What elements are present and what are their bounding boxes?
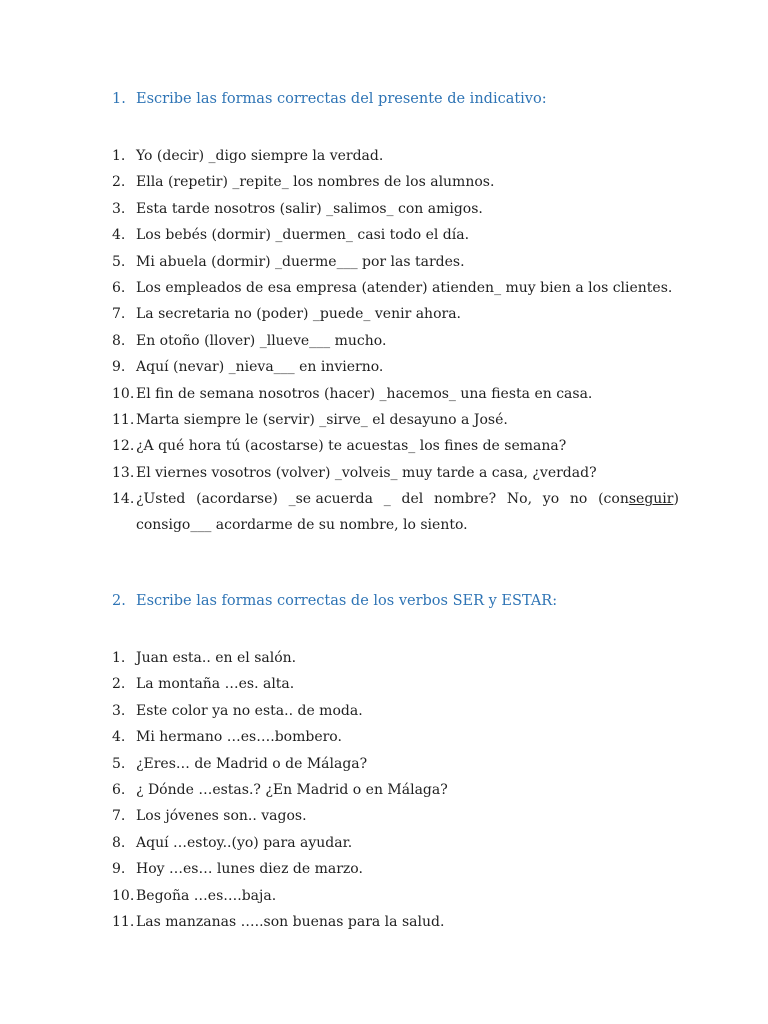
exercise-section-2	[0, 593, 768, 935]
item-text: Mi hermano …es….bombero.	[136, 729, 342, 746]
list-item	[0, 671, 768, 697]
item-text: En otoño (llover) _llueve___ mucho.	[136, 332, 387, 349]
list-item	[0, 751, 768, 777]
item-text: Este color ya no esta.. de moda.	[136, 702, 363, 719]
section-heading	[0, 593, 768, 615]
item-word: No,	[506, 491, 533, 508]
list-item	[0, 433, 768, 459]
exercise-section-1	[0, 91, 768, 539]
list-item	[0, 883, 768, 909]
item-number: 1.	[112, 650, 126, 666]
list-item	[0, 249, 768, 275]
list-item	[0, 698, 768, 724]
item-number: 11.	[112, 913, 135, 930]
item-text: Los bebés (dormir) _duermen_ casi todo el día.	[136, 227, 470, 244]
item-text: Aquí (nevar) _nieva___ en invierno.	[136, 359, 384, 376]
item-text: Yo (decir) _digo siempre la verdad.	[136, 148, 384, 164]
justified-line	[136, 486, 679, 512]
item-continuation: consigo___ acordarme de su nombre, lo siento.	[136, 517, 468, 534]
list-item	[0, 856, 768, 882]
item-text: Esta tarde nosotros (salir) _salimos_ con amigos.	[136, 200, 483, 217]
item-text: Ella (repetir) _repite_ los nombres de los alumnos.	[136, 174, 495, 191]
item-word: _se acuerda	[288, 491, 373, 508]
item-text: La montaña …es. alta.	[136, 676, 295, 693]
heading-text: Escribe las formas correctas de los verbos SER y ESTAR:	[136, 593, 558, 609]
word-prefix: (con	[598, 491, 629, 508]
section-heading	[0, 91, 768, 113]
item-word: ¿Usted	[136, 491, 186, 508]
item-number: 4.	[112, 227, 126, 244]
item-word: nombre?	[433, 491, 497, 508]
heading-text: Escribe las formas correctas del presente de indicativo:	[136, 91, 547, 107]
item-number: 5.	[112, 253, 126, 270]
item-text: Juan esta.. en el salón.	[136, 650, 297, 666]
item-text: Hoy …es… lunes diez de marzo.	[136, 861, 363, 878]
item-text: El fin de semana nosotros (hacer) _hacemos_ una fiesta en casa.	[136, 385, 593, 402]
item-text: El viernes vosotros (volver) _volveis_ muy tarde a casa, ¿verdad?	[136, 464, 597, 481]
item-text: Las manzanas …..son buenas para la salud.	[136, 913, 445, 930]
list-item	[0, 724, 768, 750]
item-number: 7.	[112, 808, 126, 825]
list-item	[0, 777, 768, 803]
item-number: 4.	[112, 729, 126, 746]
item-number: 14.	[112, 491, 135, 508]
item-word: (acordarse)	[196, 491, 278, 508]
list-item	[0, 143, 768, 169]
item-word-last	[598, 486, 679, 512]
exercise-list	[0, 645, 768, 935]
list-item	[0, 407, 768, 433]
list-item	[0, 909, 768, 935]
item-number: 6.	[112, 781, 126, 798]
list-item	[0, 486, 768, 539]
item-text: ¿Eres… de Madrid o de Málaga?	[136, 755, 368, 772]
heading-number: 2.	[112, 593, 126, 609]
item-text: Mi abuela (dormir) _duerme___ por las tardes.	[136, 253, 465, 270]
underlined-word: seguir	[628, 491, 674, 508]
item-text: Begoña …es….baja.	[136, 887, 277, 904]
list-item	[0, 222, 768, 248]
list-item	[0, 275, 768, 301]
item-word: no	[569, 491, 588, 508]
list-item	[0, 196, 768, 222]
heading-number: 1.	[112, 91, 126, 107]
item-text: ¿ Dónde …estas.? ¿En Madrid o en Málaga?	[136, 781, 448, 798]
item-number: 10.	[112, 887, 135, 904]
item-text: Marta siempre le (servir) _sirve_ el desayuno a José.	[136, 411, 508, 428]
item-number: 12.	[112, 438, 135, 455]
item-number: 8.	[112, 834, 126, 851]
item-number: 5.	[112, 755, 126, 772]
item-number: 13.	[112, 464, 135, 481]
item-number: 2.	[112, 174, 126, 191]
item-number: 3.	[112, 702, 126, 719]
exercise-list	[0, 143, 768, 539]
item-text: Aquí …estoy..(yo) para ayudar.	[136, 834, 353, 851]
list-item	[0, 645, 768, 671]
item-number: 9.	[112, 359, 126, 376]
list-item	[0, 169, 768, 195]
item-number: 9.	[112, 861, 126, 878]
item-number: 11.	[112, 411, 135, 428]
item-number: 1.	[112, 148, 126, 164]
item-number: 2.	[112, 676, 126, 693]
item-number: 6.	[112, 279, 126, 296]
word-suffix: )	[673, 491, 679, 508]
item-number: 10.	[112, 385, 135, 402]
item-number: 3.	[112, 200, 126, 217]
item-text: ¿A qué hora tú (acostarse) te acuestas_ los fines de semana?	[136, 438, 567, 455]
item-number: 7.	[112, 306, 126, 323]
list-item	[0, 803, 768, 829]
item-text: La secretaria no (poder) _puede_ venir ahora.	[136, 306, 461, 323]
item-text: Los jóvenes son.. vagos.	[136, 808, 307, 825]
list-item	[0, 460, 768, 486]
item-number: 8.	[112, 332, 126, 349]
list-item	[0, 381, 768, 407]
item-text: Los empleados de esa empresa (atender) atienden_ muy bien a los clientes.	[136, 279, 673, 296]
item-word: _	[383, 491, 391, 508]
item-word: del	[401, 491, 424, 508]
list-item	[0, 301, 768, 327]
list-item	[0, 830, 768, 856]
list-item	[0, 354, 768, 380]
item-word: yo	[542, 491, 560, 508]
list-item	[0, 328, 768, 354]
